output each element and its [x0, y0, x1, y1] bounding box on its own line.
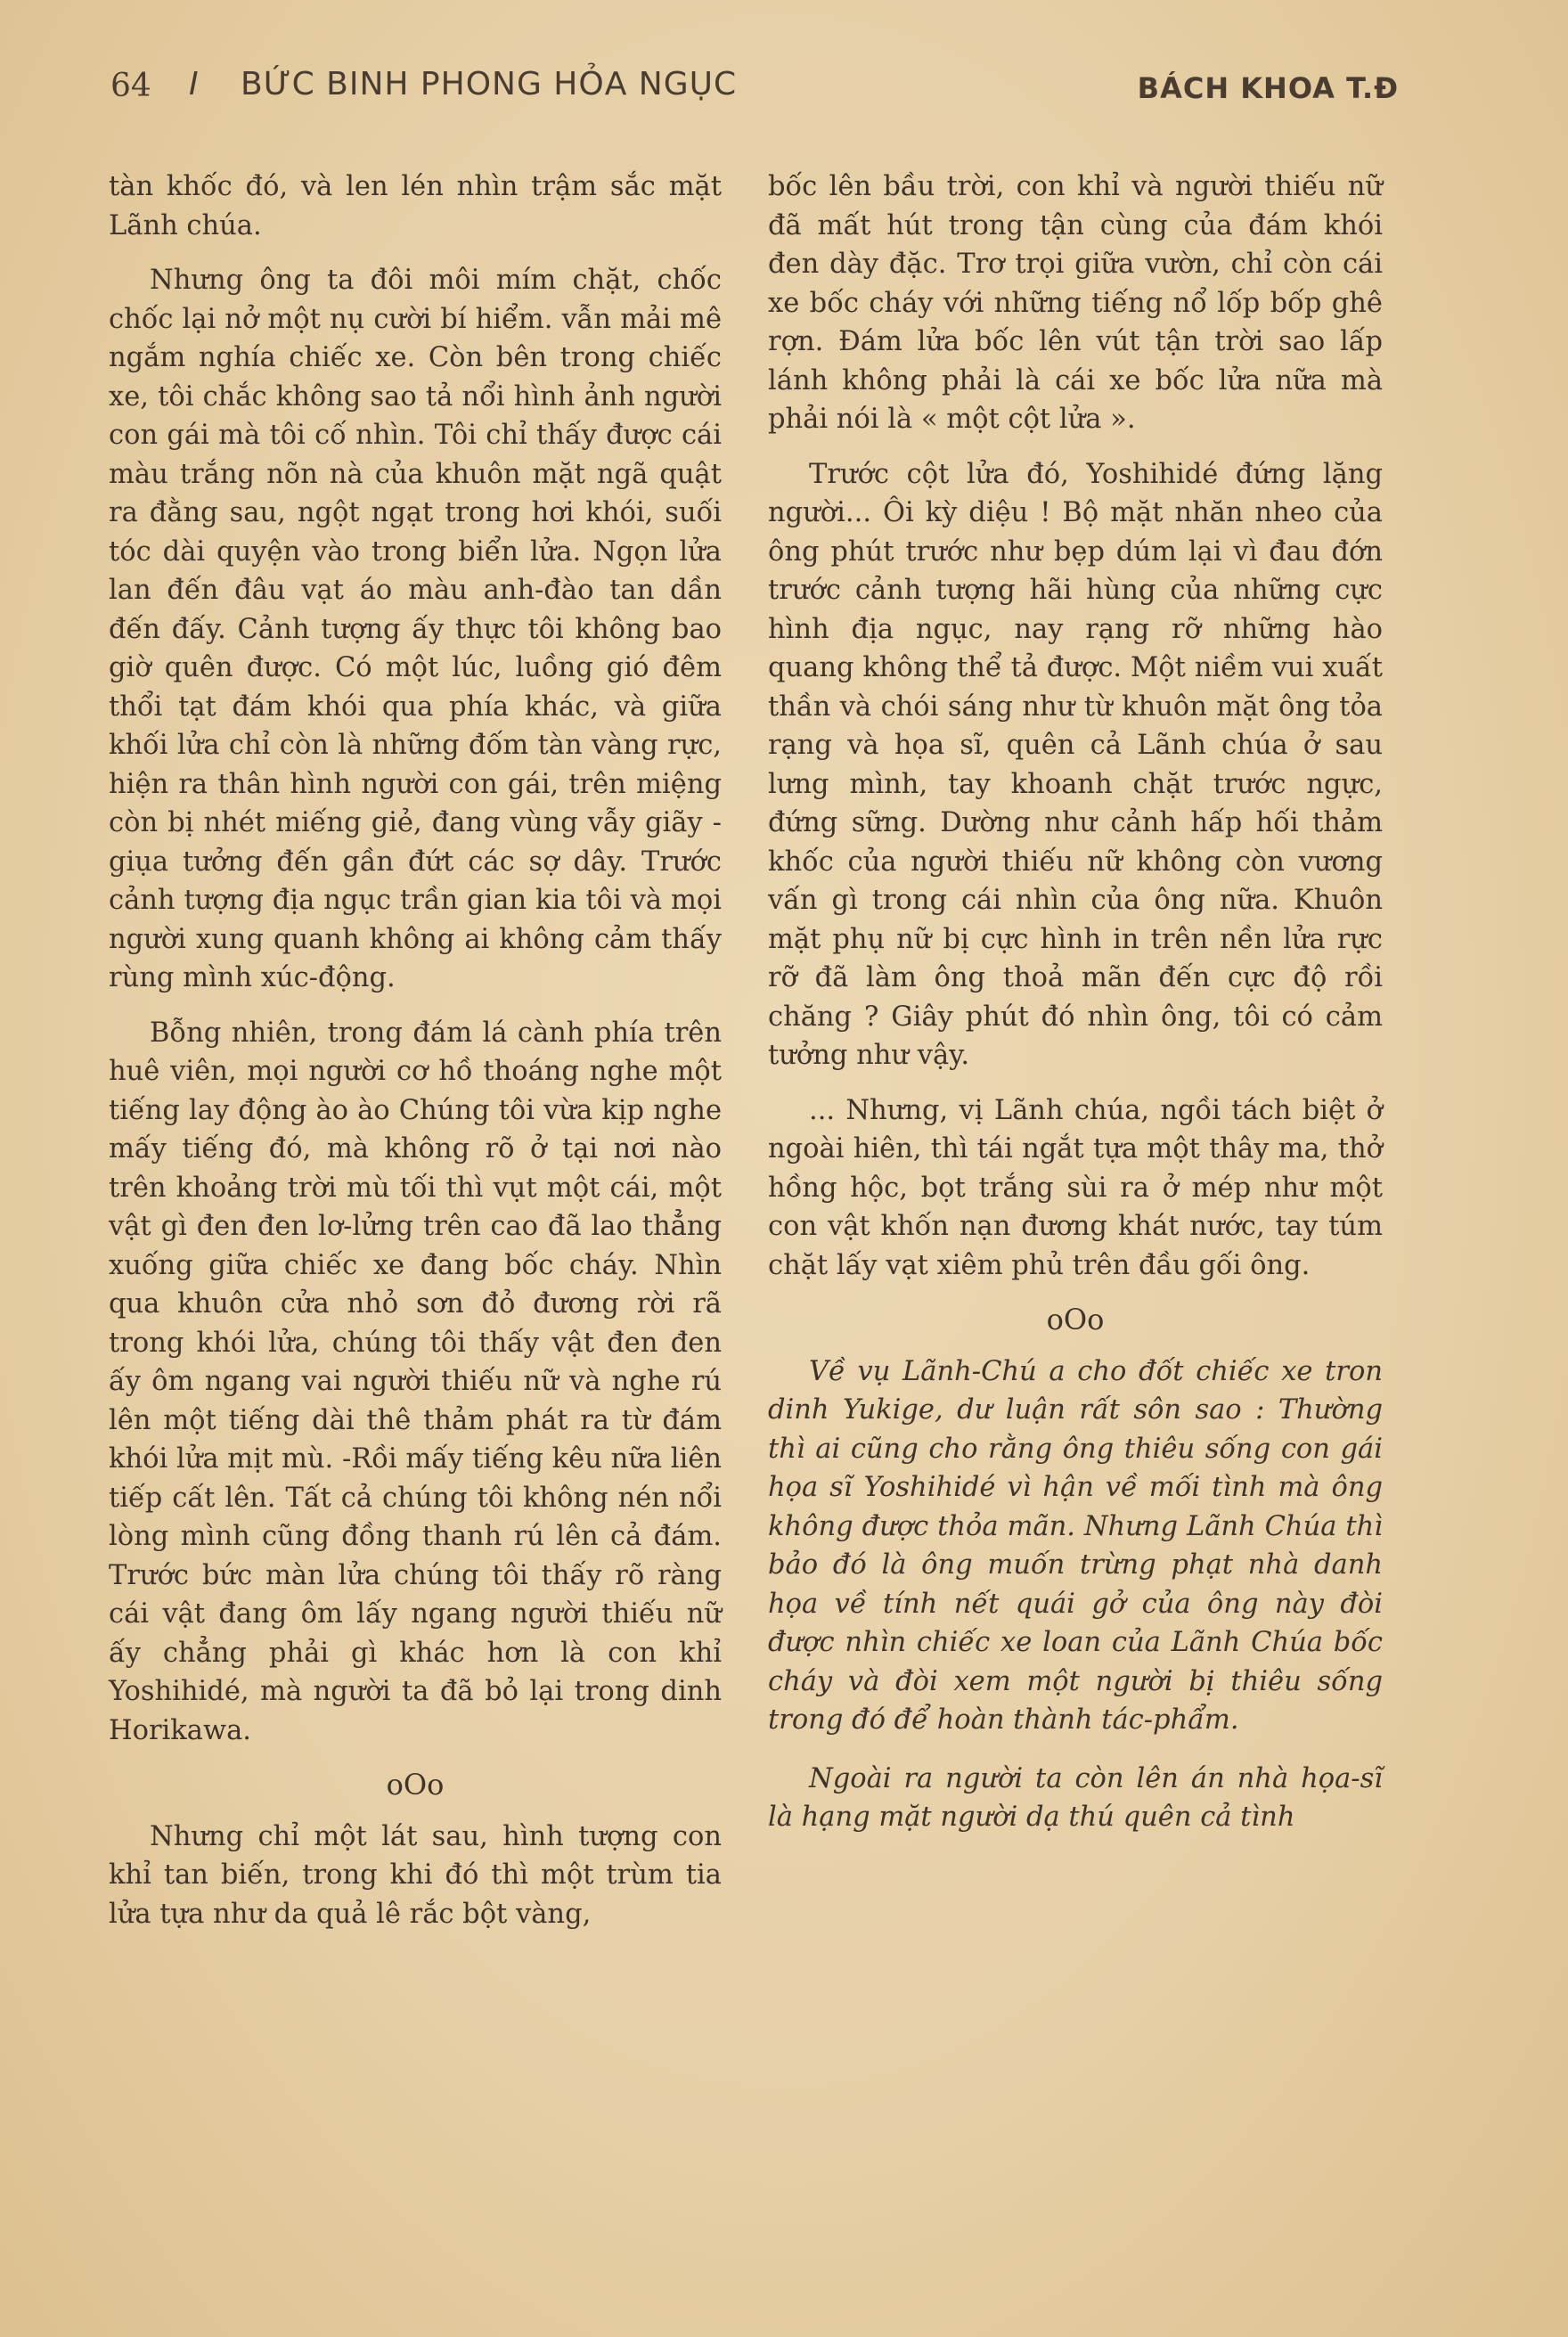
paragraph: Nhưng ông ta đôi môi mím chặt, chốc chốc lại nở một nụ cười bí hiểm. vẫn mải mê ngắm nghía chiếc xe. Còn bên trong chiếc xe, tôi chắc không sao tả nổi hình ảnh người con gái mà tôi cố nhìn. Tôi chỉ thấy được cái màu trắng nõn nà của khuôn mặt ngã quật ra đằng sau, ngột ngạt trong hơi khói, suối tóc dài quyện vào trong biển lửa. Ngọn lửa lan đến đâu vạt áo màu anh-đào tan dần đến đấy. Cảnh tượng ấy thực tôi không bao giờ quên được. Có một lúc, luồng gió đêm thổi tạt đám khói qua phía khác, và giữa khối lửa chỉ còn là những đốm tàn vàng rực, hiện ra thân hình người con gái, trên miệng còn bị nhét miếng giẻ, đang vùng vẫy giãy - giụa tưởng đến gần đứt các sợ dây. Trước cảnh tượng địa ngục trần gian kia tôi và mọi người xung quanh không ai không cảm thấy rùng mình xúc-động. [109, 265, 722, 993]
paragraph: ... Nhưng, vị Lãnh chúa, ngồi tách biệt ở ngoài hiên, thì tái ngắt tựa một thây ma, thở hồng hộc, bọt trắng sùi ra ở mép như một con vật khốn nạn đương khát nước, tay túm chặt lấy vạt xiêm phủ trên đầu gối ông. [768, 1094, 1383, 1281]
running-title: BỨC BINH PHONG HỎA NGỤC [241, 66, 738, 102]
left-column [109, 168, 722, 1949]
italic-paragraph: Ngoài ra người ta còn lên án nhà họa-sĩ là hạng mặt người dạ thú quên cả tình [768, 1762, 1383, 1833]
section-ornament: oOo [1046, 1303, 1105, 1336]
header-separator: I [189, 66, 199, 102]
page-number: 64 [110, 68, 151, 104]
italic-paragraph: Về vụ Lãnh-Chú a cho đốt chiếc xe tron dinh Yukige, dư luận rất sôn sao : Thường thì ai cũng cho rằng ông thiêu sống con gái họa sĩ Yoshihidé vì hận về mối tình mà ông không được thỏa mãn. Nhưng Lãnh Chúa thì bảo đó là ông muốn trừng phạt nhà danh họa về tính nết quái gở của ông này đòi được nhìn chiếc xe loan của Lãnh Chúa bốc cháy và đòi xem một người bị thiêu sống trong đó để hoàn thành tác-phẩm. [768, 1355, 1383, 1736]
page-header [110, 61, 1399, 114]
paragraph: bốc lên bầu trời, con khỉ và người thiếu nữ đã mất hút trong tận cùng của đám khói đen dày đặc. Trơ trọi giữa vườn, chỉ còn cái xe bốc cháy với những tiếng nổ lốp bốp ghê rợn. Đám lửa bốc lên vút tận trời sao lấp lánh không phải là cái xe bốc lửa nữa mà phải nói là « một cột lửa ». [768, 171, 1383, 435]
paragraph: tàn khốc đó, và len lén nhìn trậm sắc mặt Lãnh chúa. [109, 171, 722, 241]
paragraph: Bỗng nhiên, trong đám lá cành phía trên huê viên, mọi người cơ hồ thoáng nghe một tiếng lay động ào ào Chúng tôi vừa kịp nghe mấy tiếng đó, mà không rõ ở tại nơi nào trên khoảng trời mù tối thì vụt một cái, một vật gì đen đen lơ-lửng trên cao đã lao thẳng xuống giữa chiếc xe đang bốc cháy. Nhìn qua khuôn cửa nhỏ sơn đỏ đương rời rã trong khói lửa, chúng tôi thấy vật đen đen ấy ôm ngang vai người thiếu nữ và nghe rú lên một tiếng dài thê thảm phát ra từ đám khói lửa mịt mù. -Rồi mấy tiếng kêu nữa liên tiếp cất lên. Tất cả chúng tôi không nén nổi lòng mình cũng đồng thanh rú lên cả đám. Trước bức màn lửa chúng tôi thấy rõ ràng cái vật đang ôm lấy ngang người thiếu nữ ấy chẳng phải gì khác hơn là con khỉ Yoshihidé, mà người ta đã bỏ lại trong dinh Horikawa. [109, 1017, 722, 1746]
section-ornament: oOo [386, 1768, 445, 1802]
paragraph: Trước cột lửa đó, Yoshihidé đứng lặng người... Ôi kỳ diệu ! Bộ mặt nhăn nheo của ông phút trước như bẹp dúm lại vì đau đớn trước cảnh tượng hãi hùng của những cực hình địa ngục, nay rạng rỡ những hào quang không thể tả được. Một niềm vui xuất thần và chói sáng như từ khuôn mặt ông tỏa rạng và họa sĩ, quên cả Lãnh chúa ở sau lưng mình, tay khoanh chặt trước ngực, đứng sững. Dường như cảnh hấp hối thảm khốc của người thiếu nữ không còn vương vấn gì trong cái nhìn của ông nữa. Khuôn mặt phụ nữ bị cực hình in trên nền lửa rực rỡ đã làm ông thoả mãn đến cực độ rồi chăng ? Giây phút đó nhìn ông, tôi có cảm tưởng như vậy. [768, 458, 1383, 1071]
right-column [768, 168, 1383, 1857]
journal-title: BÁCH KHOA T.Đ [1137, 71, 1399, 105]
paragraph: Nhưng chỉ một lát sau, hình tượng con khỉ tan biến, trong khi đó thì một trùm tia lửa tựa như da quả lê rắc bột vàng, [109, 1820, 722, 1930]
